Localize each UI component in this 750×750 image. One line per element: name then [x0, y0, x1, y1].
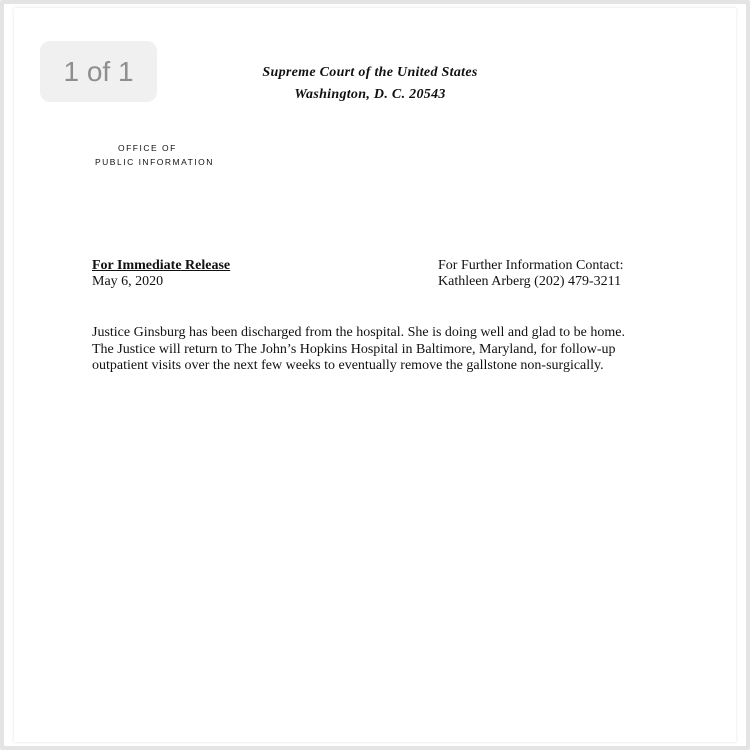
- statement-line-3: outpatient visits over the next few weeks to eventually remove the gallstone non-surgically.: [92, 358, 604, 373]
- release-heading: For Immediate Release: [92, 258, 231, 273]
- office-label-line2: PUBLIC INFORMATION: [95, 157, 214, 167]
- statement-line-1: Justice Ginsburg has been discharged from the hospital. She is doing well and glad to be home.: [92, 325, 625, 340]
- page-counter-badge: 1 of 1: [40, 41, 157, 102]
- office-label-line1: OFFICE OF: [118, 143, 177, 153]
- contact-heading: For Further Information Contact:: [438, 258, 624, 273]
- document-page: [14, 8, 736, 742]
- letterhead-court-city: Washington, D. C. 20543: [294, 87, 446, 102]
- letterhead-court-name: Supreme Court of the United States: [262, 65, 478, 80]
- contact-name-phone: Kathleen Arberg (202) 479-3211: [438, 274, 622, 289]
- statement-line-2: The Justice will return to The John’s Hopkins Hospital in Baltimore, Maryland, for follow-up: [92, 342, 616, 357]
- release-date: May 6, 2020: [92, 274, 164, 289]
